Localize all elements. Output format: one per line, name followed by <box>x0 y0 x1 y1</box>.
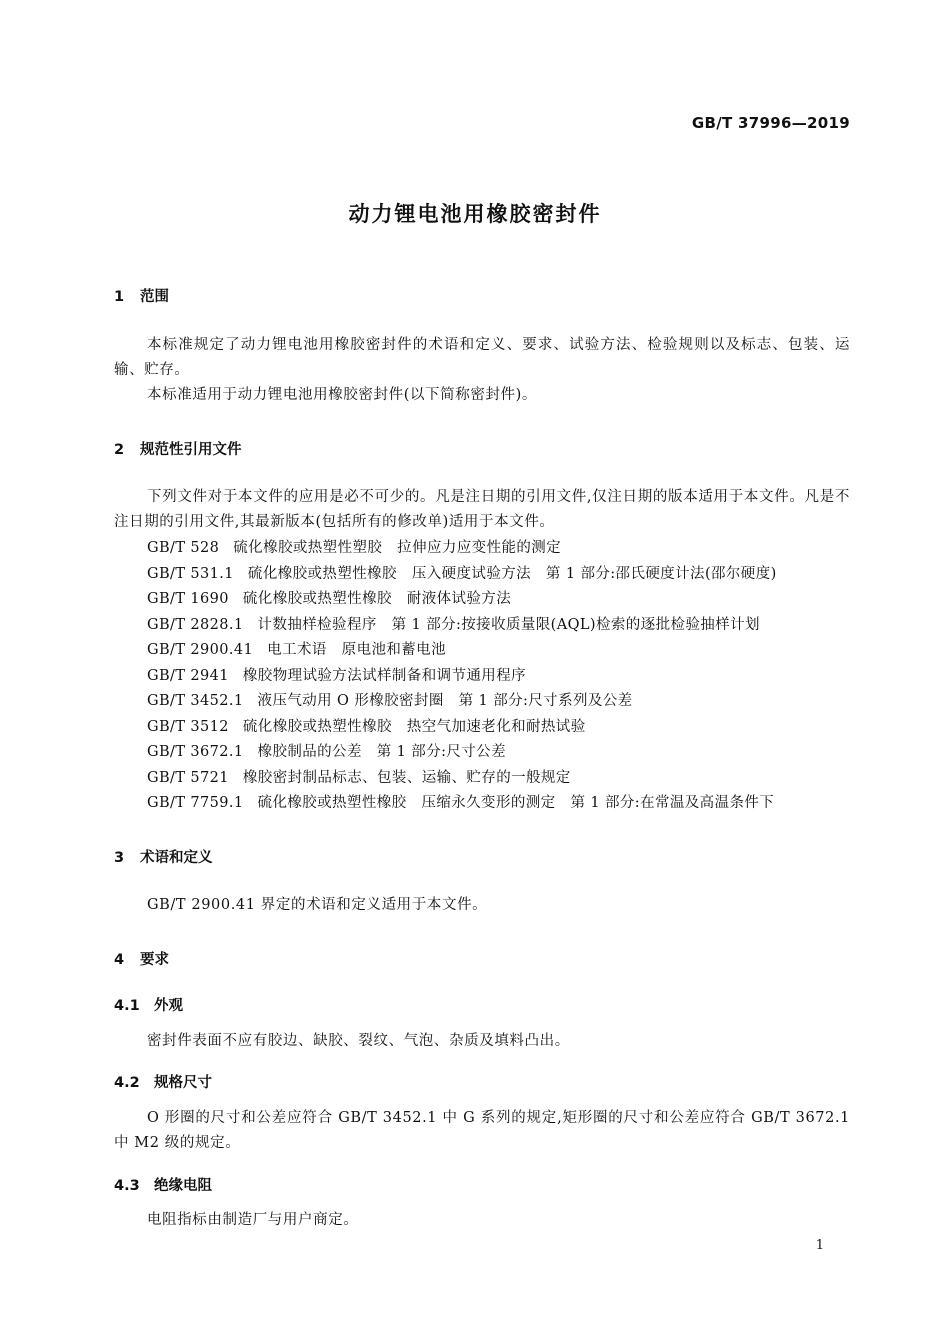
reference-code: GB/T 2941 <box>147 667 229 684</box>
reference-code: GB/T 7759.1 <box>147 795 244 811</box>
section-4-2-paragraph: O 形圈的尺寸和公差应符合 GB/T 3452.1 中 G 系列的规定,矩形圈的尺寸和公差应符合 GB/T 3672.1 中 M2 级的规定。 <box>114 1110 850 1151</box>
section-number: 2 <box>114 442 125 458</box>
reference-code: GB/T 2900.41 <box>147 642 254 658</box>
reference-code: GB/T 3512 <box>147 718 229 735</box>
reference-name: 硫化橡胶或热塑性橡胶 压入硬度试验方法 第 1 部分:邵氏硬度计法(邵尔硬度) <box>247 565 777 582</box>
reference-item <box>147 740 777 766</box>
section-title: 范围 <box>140 289 169 305</box>
reference-item <box>147 562 777 588</box>
reference-item <box>147 587 777 613</box>
document-title: 动力锂电池用橡胶密封件 <box>348 202 602 226</box>
section-number: 1 <box>114 289 125 305</box>
section-2-heading <box>114 438 242 459</box>
reference-item <box>147 613 777 639</box>
page-number: 1 <box>815 1238 824 1253</box>
subsection-title: 外观 <box>154 998 183 1014</box>
reference-code: GB/T 528 <box>147 540 220 556</box>
section-number: 3 <box>114 850 125 866</box>
reference-name: 硫化橡胶或热塑性橡胶 压缩永久变形的测定 第 1 部分:在常温及高温条件下 <box>257 795 775 811</box>
subsection-number: 4.1 <box>114 998 140 1014</box>
section-4-3-heading <box>114 1174 212 1195</box>
subsection-title: 绝缘电阻 <box>154 1178 212 1194</box>
section-title: 规范性引用文件 <box>140 442 242 458</box>
reference-name: 硫化橡胶或热塑性塑胶 拉伸应力应变性能的测定 <box>233 540 562 556</box>
section-1-paragraph-1: 本标准规定了动力锂电池用橡胶密封件的术语和定义、要求、试验方法、检验规则以及标志、包装、运输、贮存。 <box>114 337 850 378</box>
reference-name: 硫化橡胶或热塑性橡胶 热空气加速老化和耐热试验 <box>242 718 586 735</box>
reference-item <box>147 689 777 715</box>
reference-name: 橡胶物理试验方法试样制备和调节通用程序 <box>242 667 527 684</box>
reference-item <box>147 664 777 690</box>
reference-list <box>147 536 777 817</box>
reference-name: 橡胶制品的公差 第 1 部分:尺寸公差 <box>257 744 506 760</box>
section-title: 要求 <box>140 952 169 968</box>
subsection-number: 4.3 <box>114 1178 140 1194</box>
reference-code: GB/T 531.1 <box>147 565 234 582</box>
section-number: 4 <box>114 952 125 968</box>
reference-code: GB/T 2828.1 <box>147 616 244 633</box>
reference-item <box>147 715 777 741</box>
section-title: 术语和定义 <box>140 850 213 866</box>
section-3-heading <box>114 846 213 867</box>
section-4-1-heading <box>114 994 183 1015</box>
reference-code: GB/T 1690 <box>147 591 229 607</box>
reference-name: 硫化橡胶或热塑性橡胶 耐液体试验方法 <box>242 591 512 607</box>
section-1-heading <box>114 285 169 306</box>
section-4-2-heading <box>114 1071 212 1092</box>
reference-item <box>147 638 777 664</box>
subsection-title: 规格尺寸 <box>154 1075 212 1091</box>
subsection-number: 4.2 <box>114 1075 140 1091</box>
reference-code: GB/T 5721 <box>147 769 229 786</box>
reference-name: 液压气动用 O 形橡胶密封圈 第 1 部分:尺寸系列及公差 <box>257 693 633 709</box>
reference-name: 计数抽样检验程序 第 1 部分:按接收质量限(AQL)检索的逐批检验抽样计划 <box>257 616 760 633</box>
section-3-paragraph-1: GB/T 2900.41 界定的术语和定义适用于本文件。 <box>147 897 488 913</box>
section-2-paragraph-1: 下列文件对于本文件的应用是必不可少的。凡是注日期的引用文件,仅注日期的版本适用于本文件。凡是不注日期的引用文件,其最新版本(包括所有的修改单)适用于本文件。 <box>114 489 850 530</box>
reference-item <box>147 766 777 792</box>
reference-name: 电工术语 原电池和蓄电池 <box>267 642 446 658</box>
reference-item <box>147 536 777 562</box>
section-4-heading <box>114 948 169 969</box>
reference-item <box>147 791 777 817</box>
section-4-1-paragraph: 密封件表面不应有胶边、缺胶、裂纹、气泡、杂质及填料凸出。 <box>147 1033 570 1049</box>
section-4-3-paragraph: 电阻指标由制造厂与用户商定。 <box>147 1212 359 1228</box>
section-1-paragraph-2: 本标准适用于动力锂电池用橡胶密封件(以下简称密封件)。 <box>147 387 538 403</box>
reference-code: GB/T 3672.1 <box>147 744 244 760</box>
standard-number: GB/T 37996—2019 <box>691 114 850 132</box>
reference-code: GB/T 3452.1 <box>147 693 244 709</box>
reference-name: 橡胶密封制品标志、包装、运输、贮存的一般规定 <box>242 769 571 786</box>
